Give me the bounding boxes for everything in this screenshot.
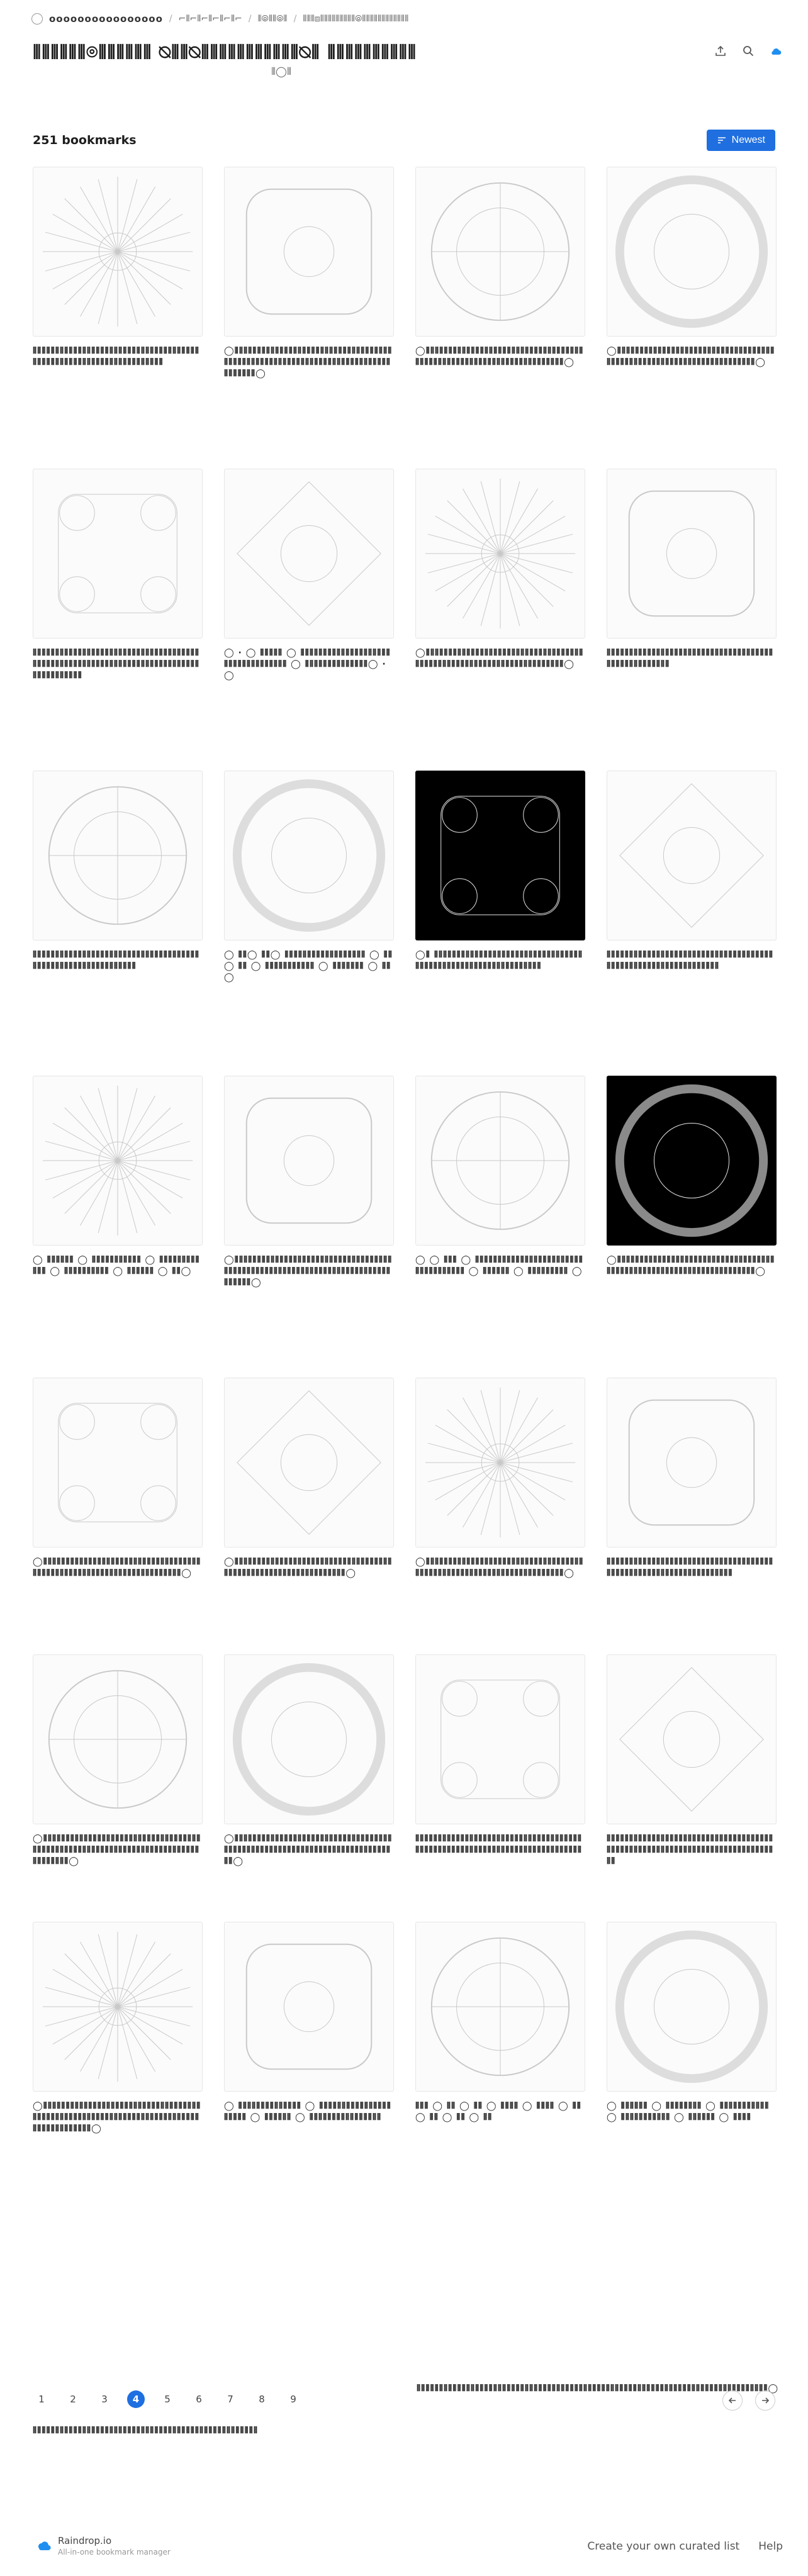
bookmark-card[interactable] xyxy=(33,1378,203,1579)
card-title[interactable]: ◯⦀⦀⦀⦀⦀⦀⦀⦀⦀⦀⦀⦀⦀⦀⦀⦀⦀⦀⦀⦀⦀⦀⦀⦀⦀⦀⦀⦀⦀⦀⦀⦀⦀⦀⦀⦀⦀⦀⦀⦀⦀⦀⦀⦀⦀⦀⦀⦀⦀⦀⦀⦀⦀⦀⦀⦀⦀⦀⦀⦀⦀⦀⦀⦀⦀⦀⦀⦀⦀⦀⦀⦀⦀⦀⦀⦀⦀⦀⦀◯ xyxy=(224,346,393,379)
page-header xyxy=(0,0,808,107)
brand-tagline: All-in-one bookmark manager xyxy=(58,2548,171,2556)
card-title[interactable]: ◯⦀⦀⦀⦀⦀⦀⦀⦀⦀⦀⦀⦀⦀⦀⦀⦀⦀⦀⦀⦀⦀⦀⦀⦀⦀⦀⦀⦀⦀⦀⦀⦀⦀⦀⦀⦀⦀⦀⦀⦀⦀⦀⦀⦀⦀⦀⦀⦀⦀⦀⦀⦀⦀⦀⦀⦀⦀⦀⦀⦀⦀⦀⦀⦀⦀⦀⦀⦀◯ xyxy=(415,648,584,669)
breadcrumb-item[interactable]: ⦀⦀⦀⧈⦀⦀⦀⦀⦀⦀⦀⦀⦀⦾⦀⦀⦀⦀⦀⦀⦀⦀⦀⦀⦀⦀ xyxy=(303,14,409,24)
bookmark-card[interactable] xyxy=(224,1654,394,1867)
bookmark-card[interactable] xyxy=(607,1922,777,2123)
page-subtitle: ⦀◯⦀ xyxy=(271,65,291,77)
card-title[interactable]: ◯⦀⦀⦀⦀⦀⦀⦀⦀⦀⦀⦀⦀⦀⦀⦀⦀⦀⦀⦀⦀⦀⦀⦀⦀⦀⦀⦀⦀⦀⦀⦀⦀⦀⦀⦀⦀⦀⦀⦀⦀⦀⦀⦀⦀⦀⦀⦀⦀⦀⦀⦀⦀⦀⦀⦀⦀⦀⦀⦀⦀⦀⦀◯ xyxy=(224,1557,393,1578)
card-title[interactable]: ⦀⦀⦀⦀⦀⦀⦀⦀⦀⦀⦀⦀⦀⦀⦀⦀⦀⦀⦀⦀⦀⦀⦀⦀⦀⦀⦀⦀⦀⦀⦀⦀⦀⦀⦀⦀⦀⦀⦀⦀⦀⦀⦀⦀⦀⦀⦀⦀⦀⦀⦀⦀⦀⦀⦀⦀⦀⦀⦀⦀⦀⦀⦀⦀⦀ xyxy=(607,1557,773,1578)
bookmark-thumbnail[interactable] xyxy=(607,1076,777,1246)
page-7-button[interactable]: 7 xyxy=(227,2394,233,2405)
page-4-button[interactable]: 4 xyxy=(127,2390,145,2408)
bookmark-thumbnail[interactable] xyxy=(33,1076,203,1246)
raindrop-logo-icon xyxy=(36,2538,52,2553)
bookmark-thumbnail[interactable] xyxy=(33,771,203,940)
bookmark-thumbnail[interactable] xyxy=(607,469,777,638)
bookmark-thumbnail[interactable] xyxy=(224,1076,394,1246)
bookmark-card[interactable] xyxy=(33,1922,203,2134)
footer xyxy=(0,2535,808,2573)
bookmark-thumbnail[interactable] xyxy=(224,771,394,940)
card-title[interactable]: ◯⦀⦀⦀⦀⦀⦀⦀⦀⦀⦀⦀⦀⦀⦀⦀⦀⦀⦀⦀⦀⦀⦀⦀⦀⦀⦀⦀⦀⦀⦀⦀⦀⦀⦀⦀⦀⦀⦀⦀⦀⦀⦀⦀⦀⦀⦀⦀⦀⦀⦀⦀⦀⦀⦀⦀⦀⦀⦀⦀⦀⦀⦀⦀⦀⦀⦀⦀⦀◯ xyxy=(415,346,584,367)
bookmark-thumbnail[interactable] xyxy=(33,1654,203,1824)
bookmark-thumbnail[interactable] xyxy=(415,469,585,638)
card-title[interactable]: ◯⦀⦀⦀⦀⦀⦀⦀⦀⦀⦀⦀⦀⦀⦀⦀⦀⦀⦀⦀⦀⦀⦀⦀⦀⦀⦀⦀⦀⦀⦀⦀⦀⦀⦀⦀⦀⦀⦀⦀⦀⦀⦀⦀⦀⦀⦀⦀⦀⦀⦀⦀⦀⦀⦀⦀⦀⦀⦀⦀⦀⦀⦀⦀⦀⦀⦀⦀⦀⦀⦀⦀⦀⦀⦀⦀⦀⦀⦀⦀⦀◯ xyxy=(33,1834,201,1866)
bookmark-card[interactable] xyxy=(224,771,394,983)
bookmark-card[interactable] xyxy=(224,167,394,379)
card-title[interactable]: ◯⦀⦀⦀⦀⦀⦀⦀⦀⦀⦀⦀⦀⦀⦀⦀⦀⦀⦀⦀⦀⦀⦀⦀⦀⦀⦀⦀⦀⦀⦀⦀⦀⦀⦀⦀⦀⦀⦀⦀⦀⦀⦀⦀⦀⦀⦀⦀⦀⦀⦀⦀⦀⦀⦀⦀⦀⦀⦀⦀⦀⦀⦀⦀⦀⦀⦀⦀⦀⦀⦀⦀⦀⦀⦀⦀⦀⦀⦀⦀⦀⦀⦀⦀⦀⦀◯ xyxy=(33,2101,201,2134)
card-title[interactable]: ◯⦀⦀⦀⦀⦀⦀⦀⦀⦀⦀⦀⦀⦀⦀⦀⦀⦀⦀⦀⦀⦀⦀⦀⦀⦀⦀⦀⦀⦀⦀⦀⦀⦀⦀⦀⦀⦀⦀⦀⦀⦀⦀⦀⦀⦀⦀⦀⦀⦀⦀⦀⦀⦀⦀⦀⦀⦀⦀⦀⦀⦀⦀⦀⦀⦀⦀⦀⦀◯ xyxy=(415,1557,584,1578)
card-title[interactable]: ⦀⦀⦀⦀⦀⦀⦀⦀⦀⦀⦀⦀⦀⦀⦀⦀⦀⦀⦀⦀⦀⦀⦀⦀⦀⦀⦀⦀⦀⦀⦀⦀⦀⦀⦀⦀⦀⦀⦀⦀⦀⦀⦀⦀⦀⦀⦀⦀⦀⦀⦀⦀⦀⦀⦀⦀⦀⦀⦀⦀⦀⦀ xyxy=(607,950,773,971)
bookmark-card[interactable] xyxy=(415,1076,585,1277)
card-title[interactable]: ◯⦀⦀⦀⦀⦀⦀⦀⦀⦀⦀⦀⦀⦀⦀⦀⦀⦀⦀⦀⦀⦀⦀⦀⦀⦀⦀⦀⦀⦀⦀⦀⦀⦀⦀⦀⦀⦀⦀⦀⦀⦀⦀⦀⦀⦀⦀⦀⦀⦀⦀⦀⦀⦀⦀⦀⦀⦀⦀⦀⦀⦀⦀⦀⦀⦀⦀⦀⦀◯ xyxy=(33,1557,201,1578)
card-title[interactable]: ⦀⦀⦀⦀⦀⦀⦀⦀⦀⦀⦀⦀⦀⦀⦀⦀⦀⦀⦀⦀⦀⦀⦀⦀⦀⦀⦀⦀⦀⦀⦀⦀⦀⦀⦀⦀⦀⦀⦀⦀⦀⦀⦀⦀⦀⦀⦀⦀⦀⦀ xyxy=(33,2426,258,2436)
bookmark-thumbnail[interactable] xyxy=(415,1922,585,2092)
bookmark-card[interactable] xyxy=(224,1378,394,1579)
card-title[interactable]: ◯ ◯ ⦀⦀⦀ ◯ ⦀⦀⦀⦀⦀⦀⦀⦀⦀⦀⦀⦀⦀⦀⦀⦀⦀⦀⦀⦀⦀⦀⦀⦀⦀⦀⦀⦀⦀⦀⦀⦀⦀⦀⦀ ◯ ⦀⦀⦀⦀⦀⦀ ◯ ⦀⦀⦀⦀⦀⦀⦀⦀⦀ ◯ xyxy=(415,1255,583,1276)
bookmark-thumbnail[interactable] xyxy=(607,1922,777,2092)
card-title[interactable]: ◯ ⦀⦀⦀⦀⦀⦀ ◯ ⦀⦀⦀⦀⦀⦀⦀⦀ ◯ ⦀⦀⦀⦀⦀⦀⦀⦀⦀⦀⦀ ◯ ⦀⦀⦀⦀⦀⦀⦀⦀⦀⦀⦀ ◯ ⦀⦀⦀⦀⦀⦀ ◯ ⦀⦀⦀⦀ xyxy=(607,2101,770,2122)
bookmark-thumbnail[interactable] xyxy=(607,1378,777,1547)
bookmark-thumbnail[interactable] xyxy=(224,167,394,337)
bookmark-thumbnail[interactable] xyxy=(224,1378,394,1547)
card-title[interactable]: ◯⦀⦀⦀⦀⦀⦀⦀⦀⦀⦀⦀⦀⦀⦀⦀⦀⦀⦀⦀⦀⦀⦀⦀⦀⦀⦀⦀⦀⦀⦀⦀⦀⦀⦀⦀⦀⦀⦀⦀⦀⦀⦀⦀⦀⦀⦀⦀⦀⦀⦀⦀⦀⦀⦀⦀⦀⦀⦀⦀⦀⦀⦀⦀⦀⦀⦀⦀⦀⦀⦀⦀⦀⦀⦀◯ xyxy=(224,1834,393,1866)
breadcrumb-item[interactable]: ⦀⦾⦀⦀⦾⦀ xyxy=(257,14,288,24)
breadcrumb-main[interactable]: oooooooooooooooo xyxy=(49,13,163,25)
bookmark-thumbnail[interactable] xyxy=(224,1922,394,2092)
bookmark-card[interactable] xyxy=(415,1654,585,1856)
next-page-button[interactable] xyxy=(755,2390,775,2411)
page-2-button[interactable]: 2 xyxy=(70,2394,76,2405)
card-title[interactable]: ◯ ⦀⦀⦀⦀⦀⦀⦀⦀⦀⦀⦀⦀⦀⦀ ◯ ⦀⦀⦀⦀⦀⦀⦀⦀⦀⦀⦀⦀⦀⦀⦀⦀⦀⦀⦀⦀⦀ ◯ ⦀⦀⦀⦀⦀⦀ ◯ ⦀⦀⦀⦀⦀⦀⦀⦀⦀⦀⦀⦀⦀⦀⦀⦀ xyxy=(224,2101,391,2122)
card-title[interactable]: ⦀⦀⦀⦀⦀⦀⦀⦀⦀⦀⦀⦀⦀⦀⦀⦀⦀⦀⦀⦀⦀⦀⦀⦀⦀⦀⦀⦀⦀⦀⦀⦀⦀⦀⦀⦀⦀⦀⦀⦀⦀⦀⦀⦀⦀⦀⦀⦀⦀⦀⦀⦀⦀⦀⦀⦀⦀⦀⦀⦀⦀⦀⦀⦀⦀⦀⦀⦀⦀⦀⦀⦀⦀⦀⦀⦀⦀⦀⦀⦀⦀⦀⦀⦀⦀ xyxy=(33,648,199,681)
card-title[interactable]: ◯ · ◯ ⦀⦀⦀⦀⦀ ◯ ⦀⦀⦀⦀⦀⦀⦀⦀⦀⦀⦀⦀⦀⦀⦀⦀⦀⦀⦀⦀⦀⦀⦀⦀⦀⦀⦀⦀⦀⦀⦀⦀⦀⦀ ◯ ⦀⦀⦀⦀⦀⦀⦀⦀⦀⦀⦀⦀⦀⦀◯ · ◯ xyxy=(224,648,391,681)
bookmark-card[interactable] xyxy=(607,1076,777,1277)
bookmark-card[interactable] xyxy=(607,1378,777,1579)
page-3-button[interactable]: 3 xyxy=(101,2394,108,2405)
bookmark-card[interactable] xyxy=(415,771,585,972)
page-title: ⦀⦀⦀⦀⦀⦀⌾⦀⦀⦀⦀⦀⦀ ⍉⦀⦀⍉⦀⦀⦀⦀⦀⦀⦀⦀⦀⦀⦀⍉⦀ ⦀⦀⦀⦀⦀⦀⦀⦀⦀⦀ xyxy=(33,42,417,64)
sort-label: Newest xyxy=(731,135,765,145)
bookmark-thumbnail[interactable] xyxy=(607,167,777,337)
bookmark-thumbnail[interactable] xyxy=(415,1378,585,1547)
card-title[interactable]: ◯ ⦀⦀◯ ⦀⦀◯ ⦀⦀⦀⦀⦀⦀⦀⦀⦀⦀⦀⦀⦀⦀⦀⦀⦀⦀ ◯ ⦀⦀ ◯ ⦀⦀ ◯ ⦀⦀⦀⦀⦀⦀⦀⦀⦀⦀⦀ ◯ ⦀⦀⦀⦀⦀⦀⦀ ◯ ⦀⦀ ◯ xyxy=(224,950,393,983)
upload-icon[interactable] xyxy=(714,44,727,58)
card-title[interactable]: ◯⦀ ⦀⦀⦀⦀⦀⦀⦀⦀⦀⦀⦀⦀⦀⦀⦀⦀⦀⦀⦀⦀⦀⦀⦀⦀⦀⦀⦀⦀⦀⦀⦀⦀⦀⦀⦀⦀⦀⦀⦀⦀⦀⦀⦀⦀⦀⦀⦀⦀⦀⦀⦀⦀⦀⦀⦀⦀⦀⦀⦀⦀⦀ xyxy=(415,950,583,971)
bookmark-card[interactable] xyxy=(607,469,777,670)
bookmark-card[interactable] xyxy=(33,167,203,368)
breadcrumb-item[interactable]: ⌐⦀⌐⦀⌐⦀⌐⦀⌐⦀⌐ xyxy=(178,14,242,24)
bookmark-card[interactable] xyxy=(33,1654,203,1867)
breadcrumb-separator: / xyxy=(248,14,252,24)
page-6-button[interactable]: 6 xyxy=(196,2394,202,2405)
brand-name: Raindrop.io xyxy=(58,2535,112,2546)
bookmark-thumbnail[interactable] xyxy=(224,469,394,638)
card-title[interactable]: ◯⦀⦀⦀⦀⦀⦀⦀⦀⦀⦀⦀⦀⦀⦀⦀⦀⦀⦀⦀⦀⦀⦀⦀⦀⦀⦀⦀⦀⦀⦀⦀⦀⦀⦀⦀⦀⦀⦀⦀⦀⦀⦀⦀⦀⦀⦀⦀⦀⦀⦀⦀⦀⦀⦀⦀⦀⦀⦀⦀⦀⦀⦀⦀⦀⦀⦀⦀⦀◯ xyxy=(607,346,775,367)
help-link[interactable]: Help xyxy=(758,2540,783,2553)
card-title[interactable]: ⦀⦀⦀⦀⦀⦀⦀⦀⦀⦀⦀⦀⦀⦀⦀⦀⦀⦀⦀⦀⦀⦀⦀⦀⦀⦀⦀⦀⦀⦀⦀⦀⦀⦀⦀⦀⦀⦀⦀⦀⦀⦀⦀⦀⦀⦀⦀⦀⦀⦀⦀⦀⦀⦀⦀⦀⦀⦀⦀⦀⦀⦀⦀⦀⦀⦀ xyxy=(33,346,199,367)
bookmark-thumbnail[interactable] xyxy=(415,1076,585,1246)
bookmark-thumbnail[interactable] xyxy=(607,771,777,940)
card-title[interactable]: ⦀⦀⦀ ◯ ⦀⦀ ◯ ⦀⦀ ◯ ⦀⦀⦀⦀ ◯ ⦀⦀⦀⦀ ◯ ⦀⦀ ◯ ⦀⦀ ◯ ⦀⦀ ◯ ⦀⦀ xyxy=(415,2101,581,2122)
card-title[interactable]: ⦀⦀⦀⦀⦀⦀⦀⦀⦀⦀⦀⦀⦀⦀⦀⦀⦀⦀⦀⦀⦀⦀⦀⦀⦀⦀⦀⦀⦀⦀⦀⦀⦀⦀⦀⦀⦀⦀⦀⦀⦀⦀⦀⦀⦀⦀⦀⦀⦀⦀⦀⦀⦀⦀⦀⦀⦀⦀⦀⦀⦀⦀⦀⦀⦀⦀⦀⦀⦀⦀⦀⦀⦀⦀⦀⦀⦀⦀◯ xyxy=(417,2384,779,2394)
page-1-button[interactable]: 1 xyxy=(38,2394,45,2405)
page-5-button[interactable]: 5 xyxy=(164,2394,171,2405)
card-title[interactable]: ⦀⦀⦀⦀⦀⦀⦀⦀⦀⦀⦀⦀⦀⦀⦀⦀⦀⦀⦀⦀⦀⦀⦀⦀⦀⦀⦀⦀⦀⦀⦀⦀⦀⦀⦀⦀⦀⦀⦀⦀⦀⦀⦀⦀⦀⦀⦀⦀⦀⦀⦀⦀⦀⦀⦀⦀⦀⦀⦀⦀⦀⦀⦀⦀⦀⦀⦀⦀⦀⦀⦀⦀⦀⦀⦀⦀ xyxy=(607,1834,773,1866)
bookmark-card[interactable] xyxy=(415,167,585,368)
card-title[interactable]: ◯⦀⦀⦀⦀⦀⦀⦀⦀⦀⦀⦀⦀⦀⦀⦀⦀⦀⦀⦀⦀⦀⦀⦀⦀⦀⦀⦀⦀⦀⦀⦀⦀⦀⦀⦀⦀⦀⦀⦀⦀⦀⦀⦀⦀⦀⦀⦀⦀⦀⦀⦀⦀⦀⦀⦀⦀⦀⦀⦀⦀⦀⦀⦀⦀⦀⦀⦀⦀◯ xyxy=(607,1255,775,1276)
bookmark-card[interactable] xyxy=(224,1922,394,2123)
card-title[interactable]: ◯⦀⦀⦀⦀⦀⦀⦀⦀⦀⦀⦀⦀⦀⦀⦀⦀⦀⦀⦀⦀⦀⦀⦀⦀⦀⦀⦀⦀⦀⦀⦀⦀⦀⦀⦀⦀⦀⦀⦀⦀⦀⦀⦀⦀⦀⦀⦀⦀⦀⦀⦀⦀⦀⦀⦀⦀⦀⦀⦀⦀⦀⦀⦀⦀⦀⦀⦀⦀⦀⦀⦀⦀⦀⦀⦀⦀⦀⦀◯ xyxy=(224,1255,393,1288)
bookmark-card[interactable] xyxy=(607,771,777,972)
toolbar xyxy=(33,130,775,152)
bookmark-thumbnail[interactable] xyxy=(607,1654,777,1824)
card-title[interactable]: ⦀⦀⦀⦀⦀⦀⦀⦀⦀⦀⦀⦀⦀⦀⦀⦀⦀⦀⦀⦀⦀⦀⦀⦀⦀⦀⦀⦀⦀⦀⦀⦀⦀⦀⦀⦀⦀⦀⦀⦀⦀⦀⦀⦀⦀⦀⦀⦀⦀⦀⦀ xyxy=(607,648,773,669)
bookmark-thumbnail[interactable] xyxy=(415,167,585,337)
collection-icon xyxy=(31,13,43,25)
bookmark-card[interactable] xyxy=(415,469,585,670)
breadcrumb-separator: / xyxy=(293,14,297,24)
sort-icon xyxy=(717,135,727,145)
bookmark-thumbnail[interactable] xyxy=(415,771,585,940)
search-icon[interactable] xyxy=(741,44,755,58)
page-8-button[interactable]: 8 xyxy=(259,2394,265,2405)
bookmark-count: 251 bookmarks xyxy=(33,133,137,147)
bookmark-card[interactable] xyxy=(33,469,203,681)
bookmark-thumbnail[interactable] xyxy=(33,167,203,337)
bookmark-thumbnail[interactable] xyxy=(415,1654,585,1824)
cloud-icon[interactable] xyxy=(769,44,783,58)
bookmark-thumbnail[interactable] xyxy=(33,469,203,638)
bookmark-thumbnail[interactable] xyxy=(33,1922,203,2092)
brand[interactable] xyxy=(36,2535,171,2556)
bookmark-card[interactable] xyxy=(607,1654,777,1867)
bookmark-card[interactable] xyxy=(607,167,777,368)
prev-page-button[interactable] xyxy=(722,2390,743,2411)
curated-list-link[interactable]: Create your own curated list xyxy=(587,2540,740,2553)
pagination xyxy=(33,2390,775,2413)
bookmark-thumbnail[interactable] xyxy=(224,1654,394,1824)
bookmark-card[interactable] xyxy=(33,771,203,972)
bookmark-card[interactable] xyxy=(33,1076,203,1277)
card-title[interactable]: ⦀⦀⦀⦀⦀⦀⦀⦀⦀⦀⦀⦀⦀⦀⦀⦀⦀⦀⦀⦀⦀⦀⦀⦀⦀⦀⦀⦀⦀⦀⦀⦀⦀⦀⦀⦀⦀⦀⦀⦀⦀⦀⦀⦀⦀⦀⦀⦀⦀⦀⦀⦀⦀⦀⦀⦀⦀⦀⦀⦀ xyxy=(33,950,199,971)
card-title[interactable]: ⦀⦀⦀⦀⦀⦀⦀⦀⦀⦀⦀⦀⦀⦀⦀⦀⦀⦀⦀⦀⦀⦀⦀⦀⦀⦀⦀⦀⦀⦀⦀⦀⦀⦀⦀⦀⦀⦀⦀⦀⦀⦀⦀⦀⦀⦀⦀⦀⦀⦀⦀⦀⦀⦀⦀⦀⦀⦀⦀⦀⦀⦀⦀⦀⦀⦀⦀⦀⦀⦀⦀⦀⦀⦀ xyxy=(415,1834,582,1855)
bookmark-thumbnail[interactable] xyxy=(33,1378,203,1547)
page-9-button[interactable]: 9 xyxy=(290,2394,296,2405)
breadcrumb xyxy=(31,13,408,25)
sort-button[interactable] xyxy=(707,130,775,151)
card-title[interactable]: ◯ ⦀⦀⦀⦀⦀⦀ ◯ ⦀⦀⦀⦀⦀⦀⦀⦀⦀⦀⦀ ◯ ⦀⦀⦀⦀⦀⦀⦀⦀⦀⦀⦀⦀ ◯ ⦀⦀⦀⦀⦀⦀⦀⦀⦀⦀ ◯ ⦀⦀⦀⦀⦀⦀ ◯ ⦀⦀◯ xyxy=(33,1255,200,1276)
breadcrumb-separator: / xyxy=(169,14,172,24)
bookmark-card[interactable] xyxy=(415,1378,585,1579)
bookmark-card[interactable] xyxy=(224,1076,394,1288)
bookmark-card[interactable] xyxy=(224,469,394,681)
bookmark-card[interactable] xyxy=(415,1922,585,2123)
